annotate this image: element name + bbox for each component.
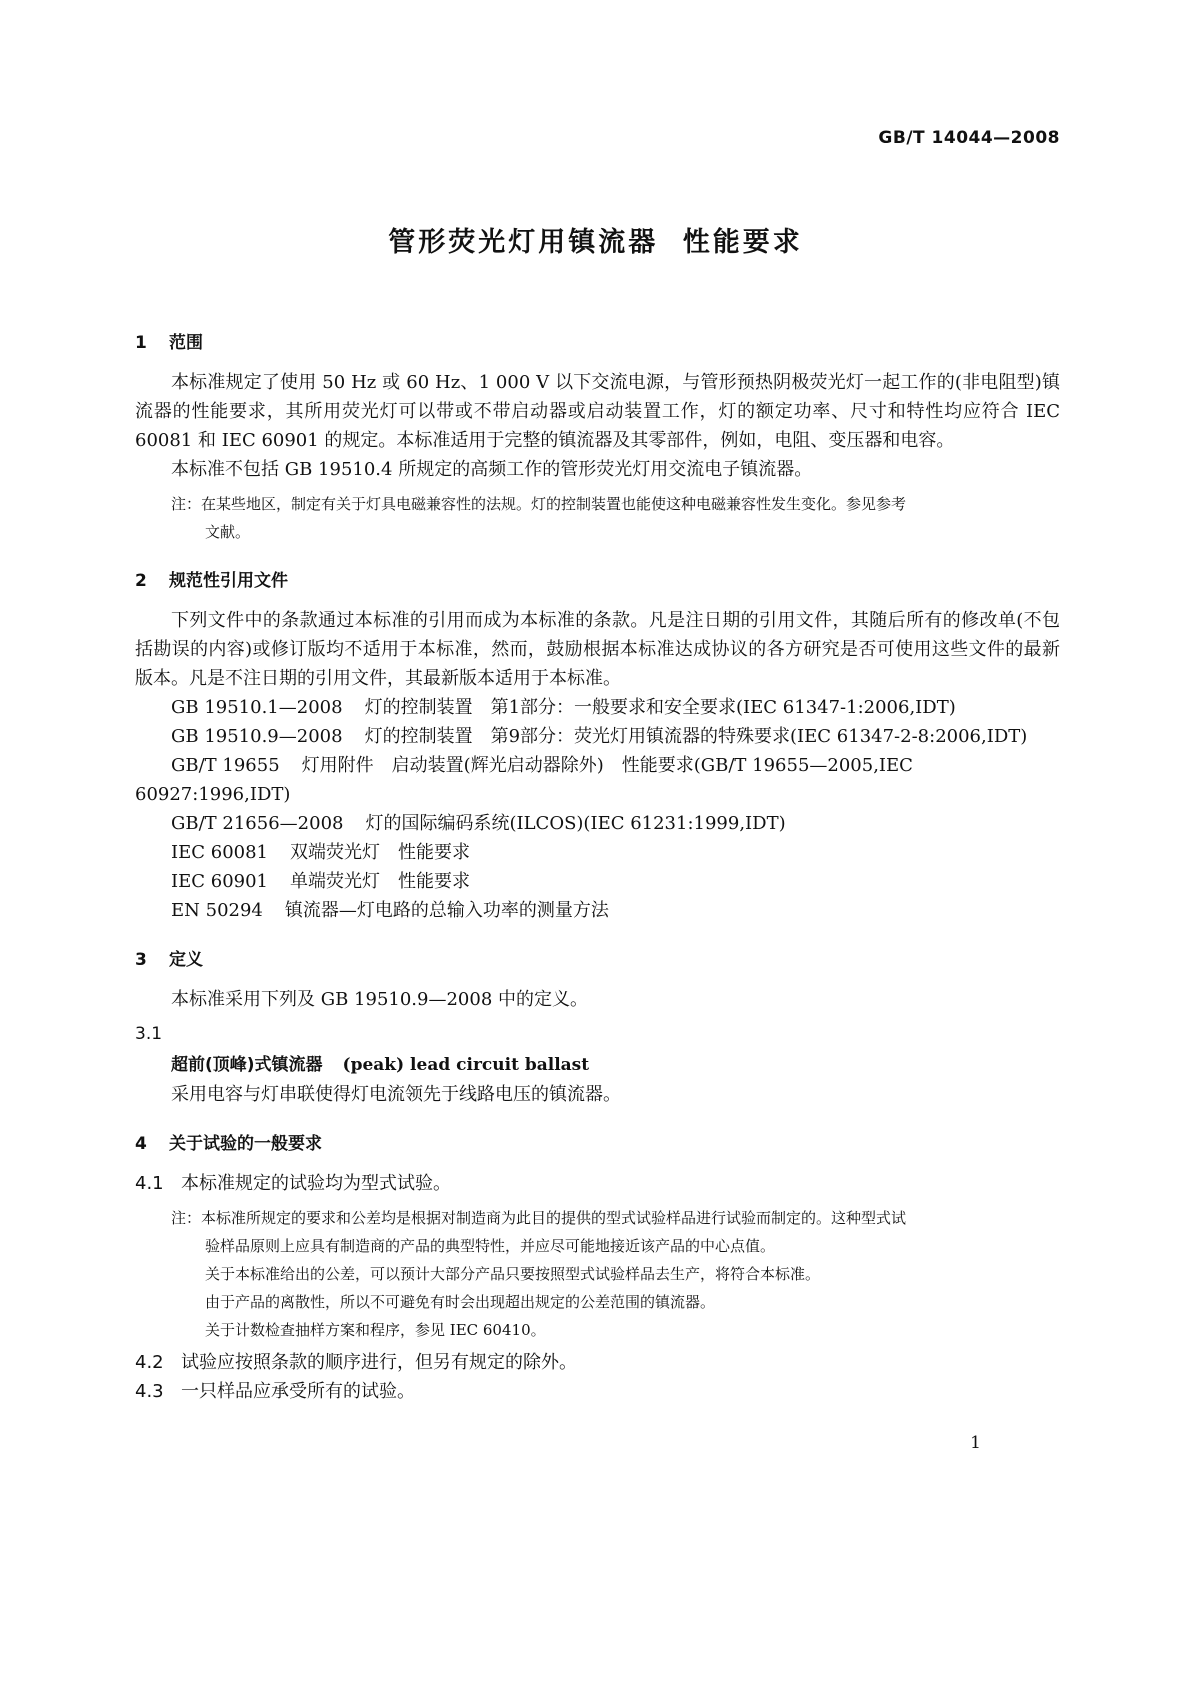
clause-number: 4.3: [135, 1381, 164, 1402]
reference-code: IEC 60901: [171, 871, 269, 892]
section-4-heading: [135, 1131, 1060, 1157]
note-line: 本标准所规定的要求和公差均是根据对制造商为此目的提供的型式试验样品进行试验而制定的。这种型式试: [201, 1209, 907, 1227]
reference-code: GB 19510.9—2008: [171, 726, 343, 747]
section-2-paragraph: 下列文件中的条款通过本标准的引用而成为本标准的条款。凡是注日期的引用文件，其随后所有的修改单(不包括勘误的内容)或修订版均不适用于本标准，然而，鼓励根据本标准达成协议的各方研究是否可使用这些文件的最新版本。凡是不注日期的引用文件，其最新版本适用于本标准。: [135, 610, 1060, 689]
reference-title: 灯的控制装置 第9部分：荧光灯用镇流器的特殊要求(IEC 61347-2-8:2006,IDT): [364, 726, 1028, 747]
clause-text: 一只样品应承受所有的试验。: [181, 1381, 415, 1402]
reference-code: EN 50294: [171, 900, 263, 921]
reference-title: 双端荧光灯 性能要求: [290, 842, 471, 863]
section-1-paragraph-1: 本标准规定了使用 50 Hz 或 60 Hz、1 000 V 以下交流电源，与管形预热阴极荧光灯一起工作的(非电阻型)镇流器的性能要求，其所用荧光灯可以带或不带启动器或启动装置工作，灯的额定功率、尺寸和特性均应符合 IEC 60081 和 IEC 60901 的规定。本标准适用于完整的镇流器及其零部件，例如，电阻、变压器和电容。: [135, 372, 1060, 451]
section-4-number: 4: [135, 1134, 147, 1154]
section-1-heading: [135, 330, 1060, 356]
section-3-paragraph: 本标准采用下列及 GB 19510.9—2008 中的定义。: [171, 989, 589, 1010]
note-line: 关于计数检查抽样方案和程序，参见 IEC 60410。: [205, 1321, 546, 1339]
note-label: 注：: [171, 1209, 202, 1227]
reference-item: [135, 809, 1060, 838]
doc-title: 管形荧光灯用镇流器 性能要求: [388, 227, 803, 258]
reference-code: GB/T 21656—2008: [171, 813, 344, 834]
section-2-heading: [135, 568, 1060, 594]
doc-code-header: GB/T 14044—2008: [878, 128, 1060, 148]
subclause-3-1-number: 3.1: [135, 1024, 163, 1044]
section-3-heading: [135, 947, 1060, 973]
note-line: 由于产品的离散性，所以不可避免有时会出现超出规定的公差范围的镇流器。: [205, 1293, 716, 1311]
page-number: 1: [970, 1433, 981, 1453]
term-chinese: 超前(顶峰)式镇流器: [171, 1055, 323, 1075]
document-body: [135, 330, 1060, 1406]
note-label: 注：: [171, 495, 202, 513]
reference-code: GB 19510.1—2008: [171, 697, 343, 718]
note-text-line-1: 在某些地区，制定有关于灯具电磁兼容性的法规。灯的控制装置也能使这种电磁兼容性发生变化。参见参考: [201, 495, 907, 513]
clause-text: 本标准规定的试验均为型式试验。: [181, 1173, 451, 1194]
note-text-line-2: 文献。: [205, 523, 251, 541]
term-english: (peak) lead circuit ballast: [342, 1055, 590, 1075]
reference-code: GB/T 19655: [171, 755, 280, 776]
reference-title: 灯的控制装置 第1部分：一般要求和安全要求(IEC 61347-1:2006,IDT): [364, 697, 956, 718]
reference-item: [135, 693, 1060, 722]
section-1-title: 范围: [169, 333, 203, 353]
clause-4-1: [135, 1169, 1060, 1198]
reference-item: [135, 751, 1060, 809]
reference-title: 灯的国际编码系统(ILCOS)(IEC 61231:1999,IDT): [365, 813, 786, 834]
note-line: 关于本标准给出的公差，可以预计大部分产品只要按照型式试验样品去生产，将符合本标准。: [205, 1265, 821, 1283]
reference-title: 单端荧光灯 性能要求: [290, 871, 471, 892]
reference-item: [135, 838, 1060, 867]
reference-title: 灯用附件 启动装置(辉光启动器除外) 性能要求(GB/T 19655—2005,IEC 60927:1996,IDT): [135, 755, 913, 805]
clause-number: 4.1: [135, 1173, 164, 1194]
clause-text: 试验应按照条款的顺序进行，但另有规定的除外。: [181, 1352, 577, 1373]
clause-4-2: [135, 1348, 1060, 1377]
reference-item: [135, 722, 1060, 751]
reference-item: [135, 867, 1060, 896]
reference-title: 镇流器—灯电路的总输入功率的测量方法: [284, 900, 609, 921]
reference-code: IEC 60081: [171, 842, 269, 863]
section-1-paragraph-2: 本标准不包括 GB 19510.4 所规定的高频工作的管形荧光灯用交流电子镇流器。: [171, 459, 813, 480]
clause-number: 4.2: [135, 1352, 164, 1373]
term-entry: [171, 1051, 1060, 1080]
clause-4-3: [135, 1377, 1060, 1406]
section-2-number: 2: [135, 571, 147, 591]
reference-list: [135, 693, 1060, 925]
section-1-note: [135, 490, 1060, 546]
section-3-title: 定义: [169, 950, 203, 970]
section-3-number: 3: [135, 950, 147, 970]
reference-item: [135, 896, 1060, 925]
section-2-title: 规范性引用文件: [169, 571, 288, 591]
note-line: 验样品原则上应具有制造商的产品的典型特性，并应尽可能地接近该产品的中心点值。: [205, 1237, 776, 1255]
section-1-number: 1: [135, 333, 147, 353]
section-4-title: 关于试验的一般要求: [169, 1134, 322, 1154]
term-definition: 采用电容与灯串联使得灯电流领先于线路电压的镇流器。: [171, 1084, 621, 1105]
clause-4-1-note: [135, 1204, 1060, 1344]
